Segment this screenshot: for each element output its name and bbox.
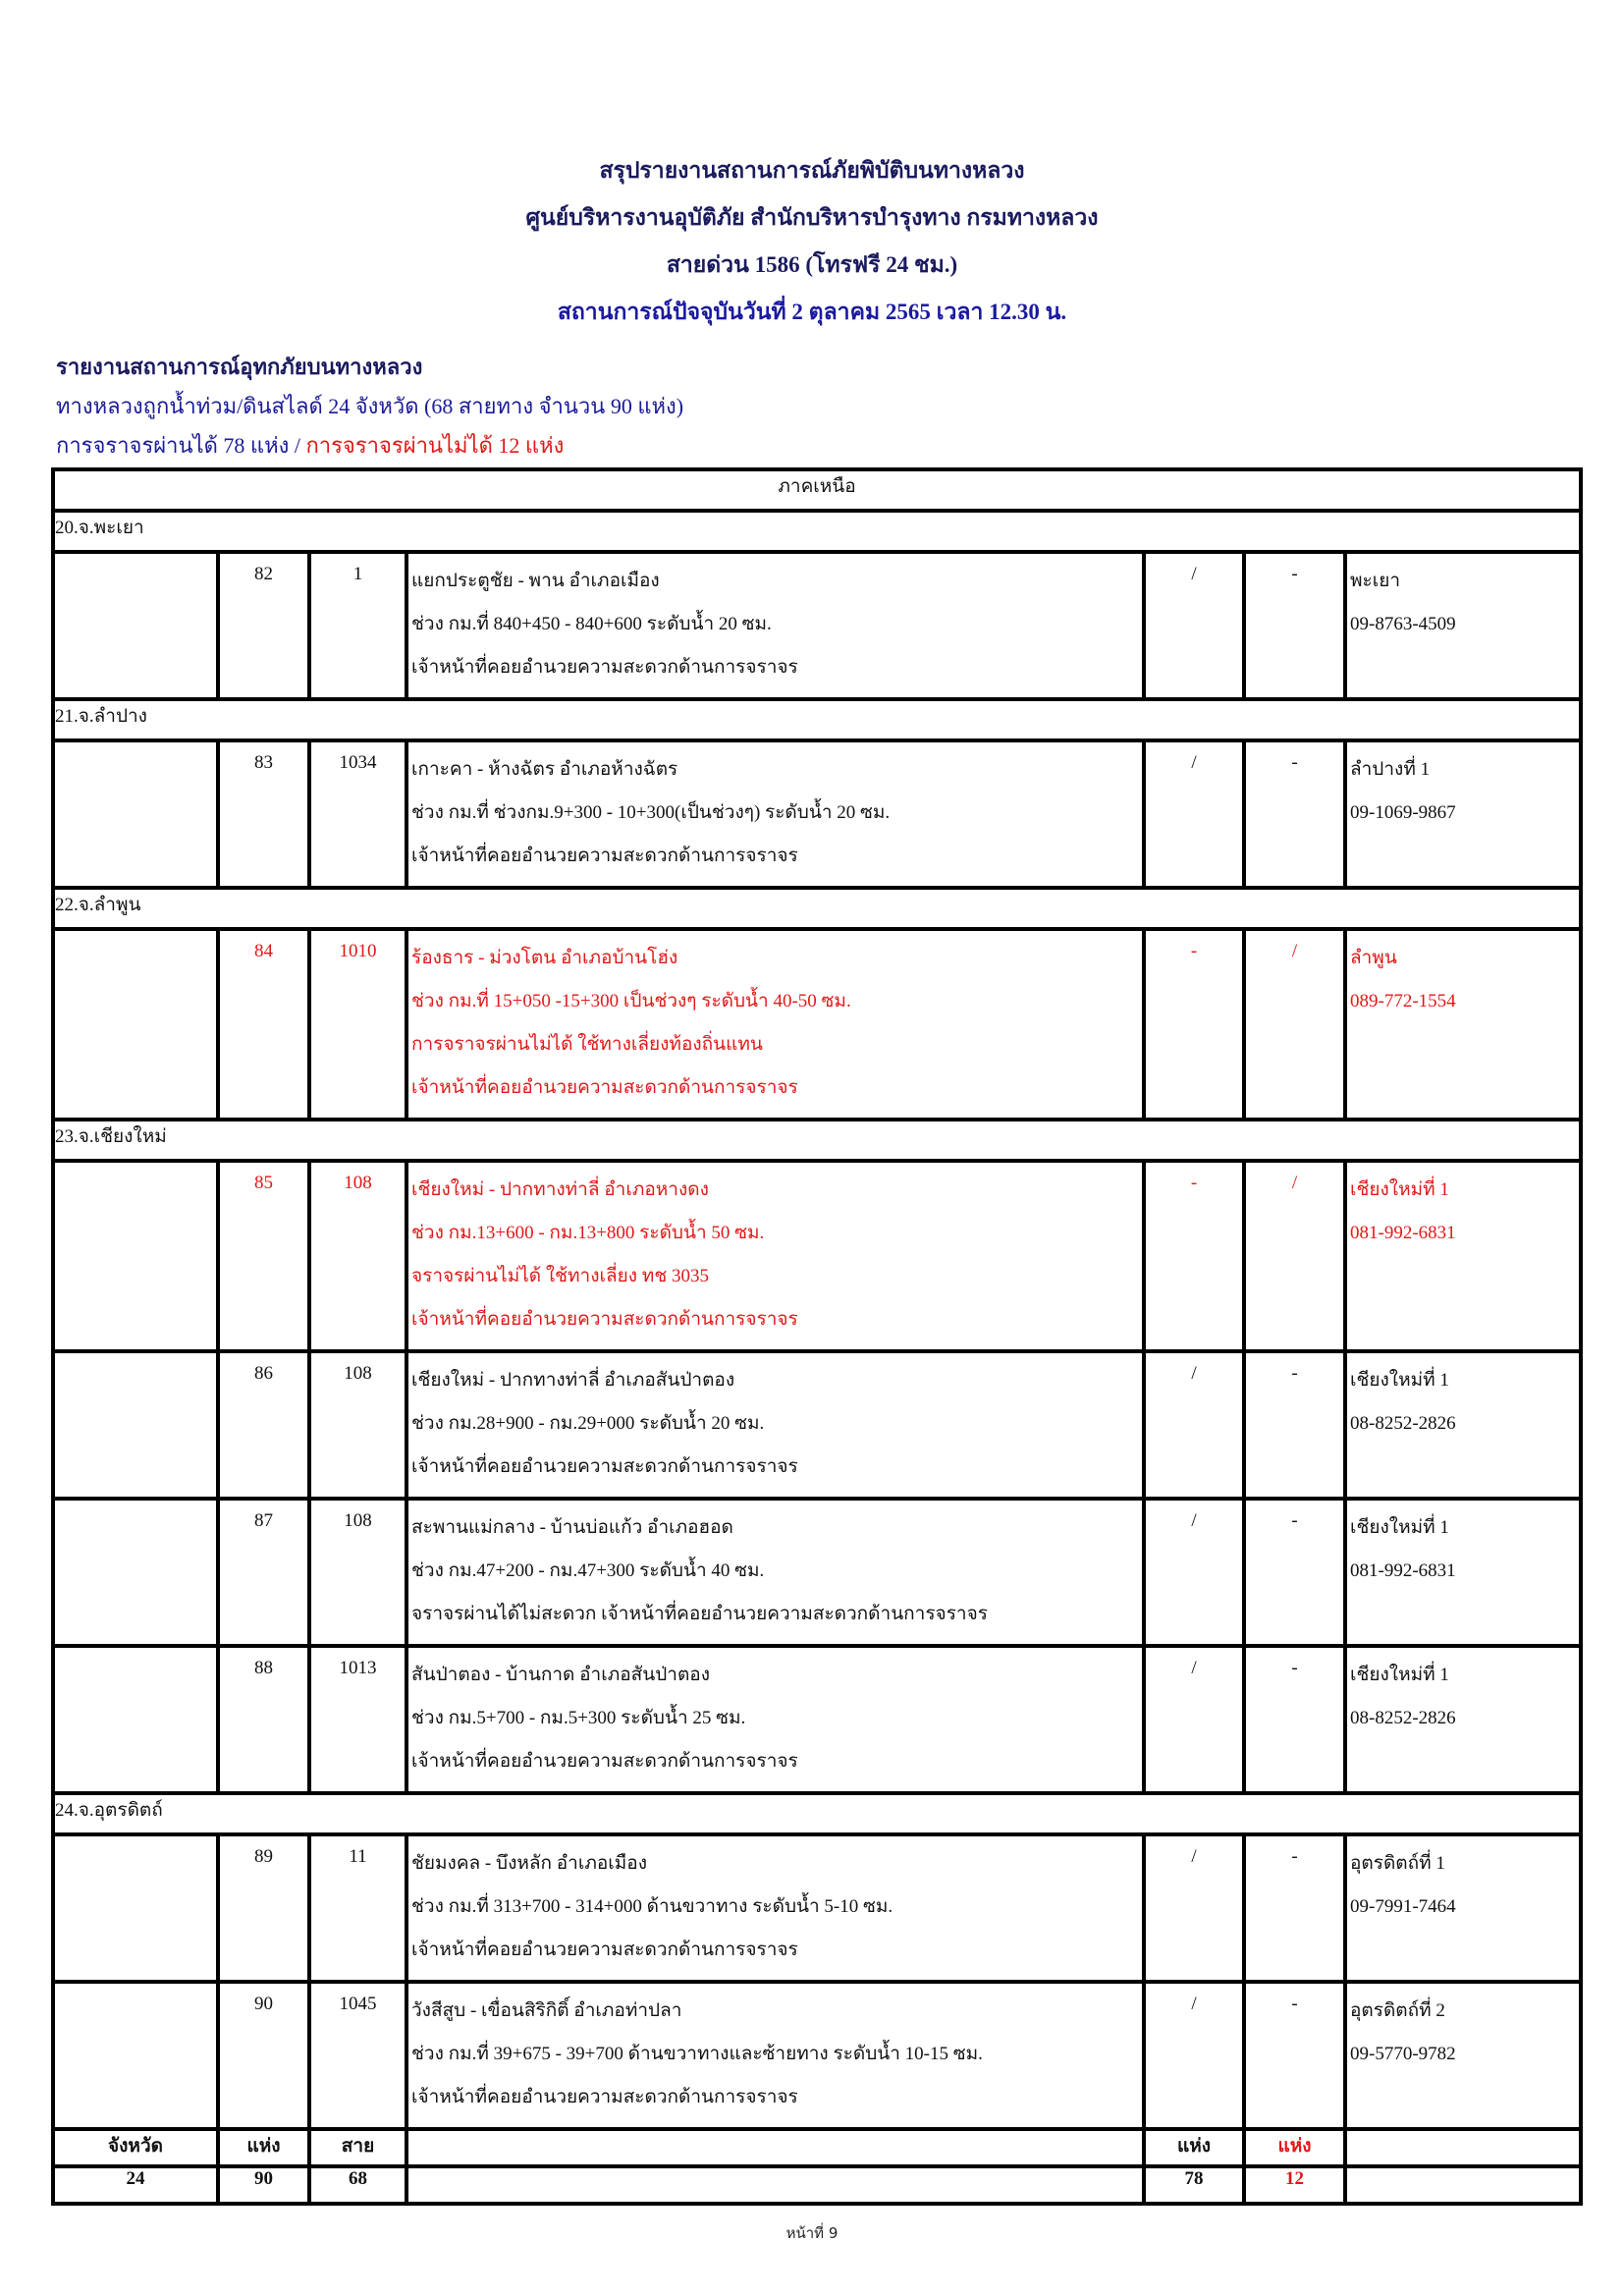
contact-cell	[1345, 740, 1581, 888]
page-number: หน้าที่ 9	[785, 2224, 839, 2242]
contact-phone: 08-8252-2826	[1350, 1708, 1456, 1728]
contact-cell	[1345, 1351, 1581, 1499]
total-passable: 78	[1144, 2166, 1244, 2204]
blank-cell	[53, 1982, 218, 2129]
province-name: 20.จ.พะเยา	[53, 511, 1581, 552]
total-provinces: 24	[53, 2166, 218, 2204]
total-impassable: 12	[1244, 2166, 1345, 2204]
total-provinces-label: จังหวัด	[53, 2129, 218, 2166]
contact-phone: 089-772-1554	[1350, 991, 1456, 1011]
incident-number: 90	[218, 1982, 309, 2129]
route-number: 1045	[309, 1982, 406, 2129]
passable-mark: /	[1144, 1351, 1244, 1499]
report-datetime: สถานการณ์ปัจจุบันวันที่ 2 ตุลาคม 2565 เวลา 12.30 น.	[557, 300, 1067, 324]
summary-passable: การจราจรผ่านได้ 78 แห่ง /	[56, 433, 306, 458]
description-line: การจราจรผ่านไม่ได้ ใช้ทางเลี่ยงท้องถิ่นแทน	[411, 1034, 763, 1055]
contact-cell	[1345, 929, 1581, 1120]
route-number: 108	[309, 1161, 406, 1351]
incident-description	[406, 552, 1144, 699]
summary-affected: ทางหลวงถูกน้ำท่วม/ดินสไลด์ 24 จังหวัด (68 สายทาง จำนวน 90 แห่ง)	[56, 394, 684, 418]
incident-row	[53, 552, 1581, 699]
route-number: 1	[309, 552, 406, 699]
blank-cell	[53, 1351, 218, 1499]
contact-cell	[1345, 1161, 1581, 1351]
totals-spacer	[1345, 2166, 1581, 2204]
description-line: เจ้าหน้าที่คอยอำนวยความสะดวกด้านการจราจร	[411, 657, 798, 678]
incident-description	[406, 1351, 1144, 1499]
incident-row	[53, 1646, 1581, 1793]
contact-cell	[1345, 1646, 1581, 1793]
description-line: เจ้าหน้าที่คอยอำนวยความสะดวกด้านการจราจร	[411, 1456, 798, 1477]
totals-spacer	[406, 2129, 1144, 2166]
incident-row	[53, 929, 1581, 1120]
contact-phone: 081-992-6831	[1350, 1560, 1456, 1581]
incident-row	[53, 1351, 1581, 1499]
totals-value-row	[53, 2166, 1581, 2204]
description-line: แยกประตูชัย - พาน อำเภอเมือง	[411, 571, 660, 591]
report-header	[0, 147, 1624, 336]
description-line: ช่วง กม.47+200 - กม.47+300 ระดับน้ำ 40 ซม.	[411, 1560, 765, 1581]
province-row	[53, 1120, 1581, 1161]
district-office: ลำพูน	[1350, 948, 1397, 968]
totals-spacer	[1345, 2129, 1581, 2166]
blank-cell	[53, 740, 218, 888]
passable-mark: /	[1144, 740, 1244, 888]
description-line: ช่วง กม.5+700 - กม.5+300 ระดับน้ำ 25 ซม.	[411, 1708, 746, 1728]
incident-number: 88	[218, 1646, 309, 1793]
district-office: อุตรดิตถ์ที่ 2	[1350, 2000, 1445, 2021]
route-number: 1034	[309, 740, 406, 888]
incident-row	[53, 1499, 1581, 1646]
impassable-mark: /	[1244, 929, 1345, 1120]
incident-number: 89	[218, 1834, 309, 1982]
passable-mark: /	[1144, 1834, 1244, 1982]
region-row	[53, 469, 1581, 511]
description-line: เจ้าหน้าที่คอยอำนวยความสะดวกด้านการจราจร	[411, 1751, 798, 1772]
totals-header-row	[53, 2129, 1581, 2166]
contact-cell	[1345, 1499, 1581, 1646]
description-line: เจ้าหน้าที่คอยอำนวยความสะดวกด้านการจราจร	[411, 1077, 798, 1098]
summary-impassable: การจราจรผ่านไม่ได้ 12 แห่ง	[305, 433, 565, 458]
district-office: เชียงใหม่ที่ 1	[1350, 1517, 1449, 1538]
route-number: 108	[309, 1351, 406, 1499]
description-line: ช่วง กม.ที่ 313+700 - 314+000 ด้านขวาทาง ระดับน้ำ 5-10 ซม.	[411, 1896, 893, 1917]
impassable-mark: /	[1244, 1161, 1345, 1351]
incident-number: 87	[218, 1499, 309, 1646]
contact-phone: 08-8252-2826	[1350, 1413, 1456, 1434]
impassable-mark: -	[1244, 552, 1345, 699]
impassable-mark: -	[1244, 1982, 1345, 2129]
incident-description	[406, 929, 1144, 1120]
summary-block	[56, 348, 683, 465]
route-number: 11	[309, 1834, 406, 1982]
description-line: ช่วง กม.ที่ 840+450 - 840+600 ระดับน้ำ 20 ซม.	[411, 614, 772, 634]
totals-spacer	[406, 2166, 1144, 2204]
blank-cell	[53, 929, 218, 1120]
description-line: สะพานแม่กลาง - บ้านบ่อแก้ว อำเภอฮอด	[411, 1517, 733, 1538]
blank-cell	[53, 1646, 218, 1793]
total-impassable-label: แห่ง	[1244, 2129, 1345, 2166]
blank-cell	[53, 552, 218, 699]
province-row	[53, 1793, 1581, 1834]
report-organization: ศูนย์บริหารงานอุบัติภัย สำนักบริหารบำรุงทาง กรมทางหลวง	[525, 205, 1099, 230]
route-number: 1013	[309, 1646, 406, 1793]
incident-description	[406, 1499, 1144, 1646]
impassable-mark: -	[1244, 1351, 1345, 1499]
district-office: ลำปางที่ 1	[1350, 759, 1431, 780]
description-line: ร้องธาร - ม่วงโตน อำเภอบ้านโฮ่ง	[411, 948, 678, 968]
district-office: เชียงใหม่ที่ 1	[1350, 1370, 1449, 1391]
incident-description	[406, 1161, 1144, 1351]
incident-description	[406, 740, 1144, 888]
description-line: เจ้าหน้าที่คอยอำนวยความสะดวกด้านการจราจร	[411, 1940, 798, 1960]
route-number: 1010	[309, 929, 406, 1120]
hotline: สายด่วน 1586 (โทรฟรี 24 ชม.)	[666, 252, 958, 277]
total-locations: 90	[218, 2166, 309, 2204]
incident-row	[53, 740, 1581, 888]
description-line: ชัยมงคล - บึงหลัก อำเภอเมือง	[411, 1853, 647, 1874]
incident-number: 83	[218, 740, 309, 888]
contact-cell	[1345, 1982, 1581, 2129]
province-row	[53, 888, 1581, 929]
total-routes: 68	[309, 2166, 406, 2204]
province-name: 23.จ.เชียงใหม่	[53, 1120, 1581, 1161]
contact-cell	[1345, 552, 1581, 699]
incident-row	[53, 1161, 1581, 1351]
incident-description	[406, 1646, 1144, 1793]
description-line: ช่วง กม.ที่ ช่วงกม.9+300 - 10+300(เป็นช่วงๆ) ระดับน้ำ 20 ซม.	[411, 802, 891, 823]
contact-phone: 081-992-6831	[1350, 1223, 1456, 1243]
total-locations-label: แห่ง	[218, 2129, 309, 2166]
description-line: ช่วง กม.ที่ 15+050 -15+300 เป็นช่วงๆ ระดับน้ำ 40-50 ซม.	[411, 991, 851, 1011]
passable-mark: -	[1144, 929, 1244, 1120]
incident-description	[406, 1834, 1144, 1982]
description-line: ช่วง กม.28+900 - กม.29+000 ระดับน้ำ 20 ซม.	[411, 1413, 765, 1434]
blank-cell	[53, 1834, 218, 1982]
summary-heading: รายงานสถานการณ์อุทกภัยบนทางหลวง	[56, 355, 423, 379]
passable-mark: -	[1144, 1161, 1244, 1351]
region-name: ภาคเหนือ	[53, 469, 1581, 511]
district-office: เชียงใหม่ที่ 1	[1350, 1179, 1449, 1200]
incident-row	[53, 1834, 1581, 1982]
province-name: 22.จ.ลำพูน	[53, 888, 1581, 929]
province-row	[53, 699, 1581, 740]
incident-description	[406, 1982, 1144, 2129]
impassable-mark: -	[1244, 1499, 1345, 1646]
passable-mark: /	[1144, 552, 1244, 699]
province-row	[53, 511, 1581, 552]
incident-number: 84	[218, 929, 309, 1120]
district-office: อุตรดิตถ์ที่ 1	[1350, 1853, 1445, 1874]
district-office: เชียงใหม่ที่ 1	[1350, 1665, 1449, 1685]
total-passable-label: แห่ง	[1144, 2129, 1244, 2166]
incident-number: 85	[218, 1161, 309, 1351]
passable-mark: /	[1144, 1499, 1244, 1646]
incident-table	[51, 467, 1583, 2206]
description-line: ช่วง กม.ที่ 39+675 - 39+700 ด้านขวาทางและซ้ายทาง ระดับน้ำ 10-15 ซม.	[411, 2044, 983, 2064]
impassable-mark: -	[1244, 1646, 1345, 1793]
description-line: เชียงใหม่ - ปากทางท่าลี่ อำเภอหางดง	[411, 1179, 709, 1200]
description-line: วังสีสูบ - เขื่อนสิริกิติ์ อำเภอท่าปลา	[411, 2000, 682, 2021]
contact-cell	[1345, 1834, 1581, 1982]
incident-number: 82	[218, 552, 309, 699]
description-line: จราจรผ่านได้ไม่สะดวก เจ้าหน้าที่คอยอำนวยความสะดวกด้านการจราจร	[411, 1604, 988, 1624]
impassable-mark: -	[1244, 740, 1345, 888]
province-name: 21.จ.ลำปาง	[53, 699, 1581, 740]
passable-mark: /	[1144, 1646, 1244, 1793]
description-line: เกาะคา - ห้างฉัตร อำเภอห้างฉัตร	[411, 759, 678, 780]
route-number: 108	[309, 1499, 406, 1646]
contact-phone: 09-5770-9782	[1350, 2044, 1456, 2064]
incident-row	[53, 1982, 1581, 2129]
description-line: สันป่าตอง - บ้านกาด อำเภอสันป่าตอง	[411, 1665, 710, 1685]
description-line: จราจรผ่านไม่ได้ ใช้ทางเลี่ยง ทช 3035	[411, 1266, 709, 1286]
blank-cell	[53, 1161, 218, 1351]
contact-phone: 09-8763-4509	[1350, 614, 1456, 634]
description-line: เจ้าหน้าที่คอยอำนวยความสะดวกด้านการจราจร	[411, 2087, 798, 2107]
description-line: เชียงใหม่ - ปากทางท่าลี่ อำเภอสันป่าตอง	[411, 1370, 735, 1391]
description-line: ช่วง กม.13+600 - กม.13+800 ระดับน้ำ 50 ซม.	[411, 1223, 765, 1243]
summary-traffic	[56, 426, 683, 465]
description-line: เจ้าหน้าที่คอยอำนวยความสะดวกด้านการจราจร	[411, 846, 798, 866]
province-name: 24.จ.อุตรดิตถ์	[53, 1793, 1581, 1834]
passable-mark: /	[1144, 1982, 1244, 2129]
total-routes-label: สาย	[309, 2129, 406, 2166]
report-title: สรุปรายงานสถานการณ์ภัยพิบัติบนทางหลวง	[599, 158, 1025, 183]
blank-cell	[53, 1499, 218, 1646]
district-office: พะเยา	[1350, 571, 1401, 591]
description-line: เจ้าหน้าที่คอยอำนวยความสะดวกด้านการจราจร	[411, 1309, 798, 1330]
incident-number: 86	[218, 1351, 309, 1499]
contact-phone: 09-1069-9867	[1350, 802, 1456, 823]
contact-phone: 09-7991-7464	[1350, 1896, 1456, 1917]
impassable-mark: -	[1244, 1834, 1345, 1982]
